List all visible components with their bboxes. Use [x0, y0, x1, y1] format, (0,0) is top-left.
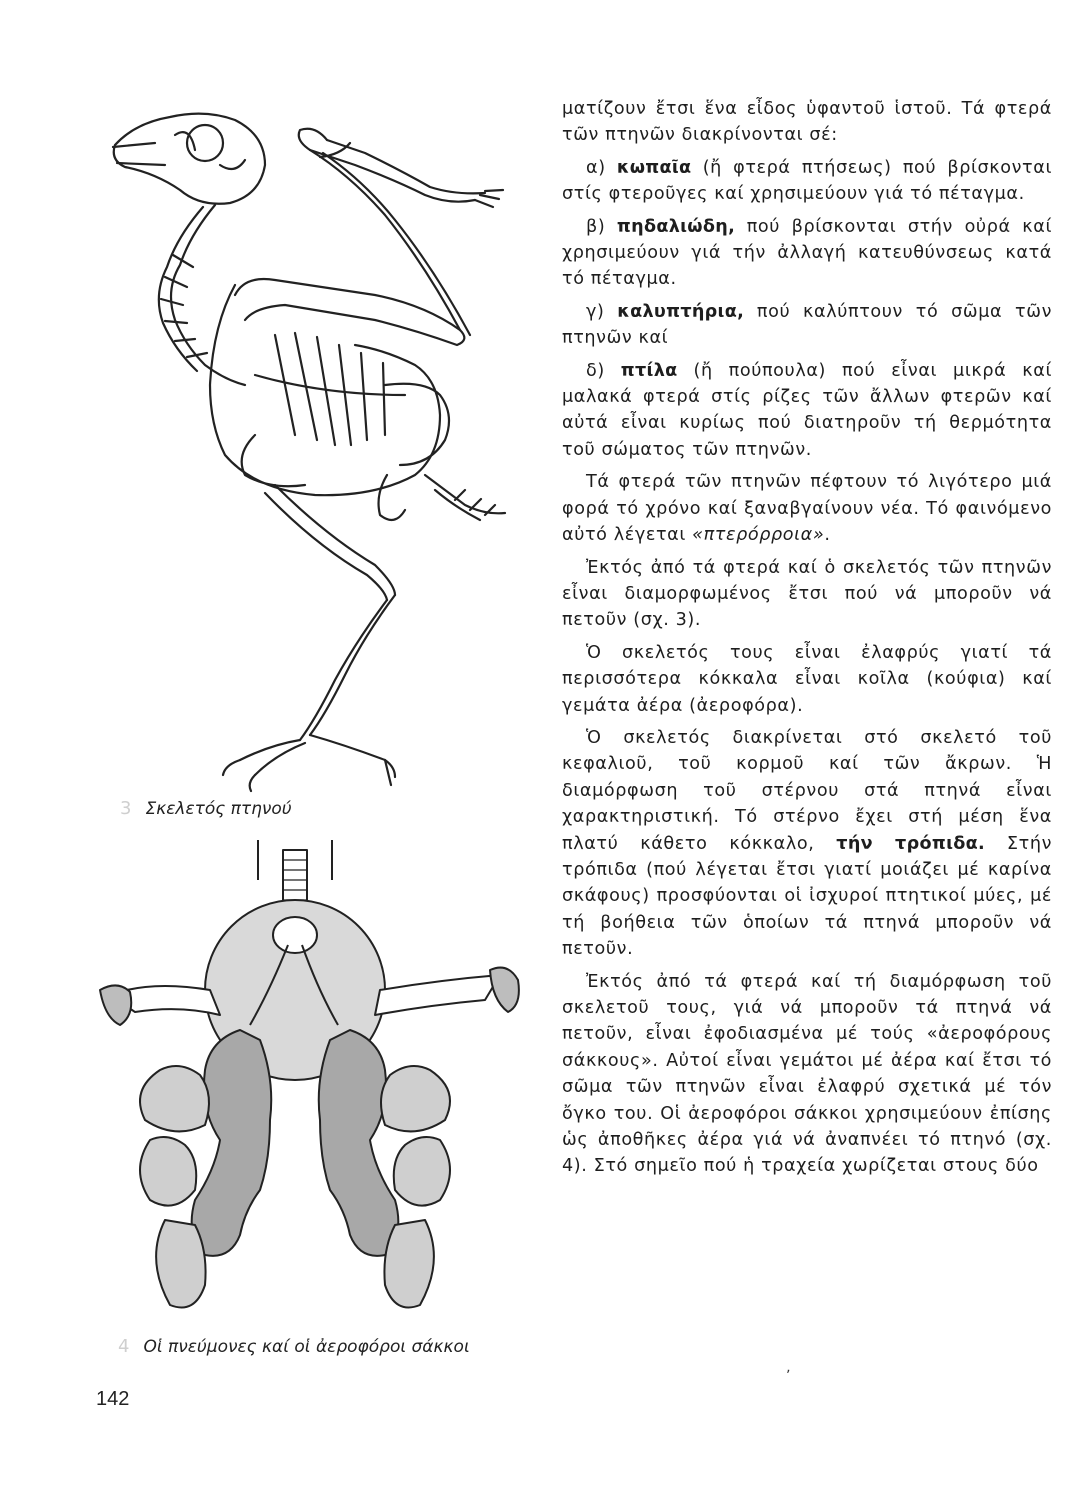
stray-mark: ʼ [786, 1368, 791, 1384]
paragraph-feather-type-c: γ) καλυπτήρια, πού καλύπτουν τό σῶμα τῶν πτηνῶν καί [562, 301, 1052, 349]
paragraph-feather-type-b: β) πηδαλιώδη, πού βρίσκονται στήν οὐρά καί χρησιμεύουν γιά τήν ἀλλαγή κατευθύνσεως κατά τό πέταγμα. [562, 216, 1052, 290]
bird-skeleton-figure [95, 95, 535, 795]
figure-4-caption-text: Οἱ πνεύμονες καί οἱ ἀεροφόροι σάκκοι [143, 1337, 470, 1357]
body-text-column [562, 96, 1052, 1186]
figure-3-number: 3 [120, 798, 132, 819]
figure-4-number: 4 [118, 1336, 130, 1357]
paragraph: ματίζουν ἔτσι ἕνα εἶδος ὑφαντοῦ ἱστοῦ. Τά φτερά τῶν πτηνῶν διακρίνονται σέ: [562, 99, 1052, 146]
paragraph-air-sacs: Ἐκτός ἀπό τά φτερά καί τή διαμόρφωση τοῦ σκελετοῦ τους, γιά νά μποροῦν τά πτηνά νά πετοῦν, εἶναι ἐφοδιασμένα μέ τούς «ἀεροφόρους σάκκους». Αὐτοί εἶναι γεμάτοι μέ ἀέρα καί ἔτσι τό σῶμα τῶν πτηνῶν εἶναι ἐλαφρύ σχετικά μέ τόν ὄγκο του. Οἱ ἀεροφόροι σάκκοι χρησιμεύουν ἐπίσης ὡς ἀποθῆκες ἀέρα γιά νά ἀναπνέει τό πτηνό (σχ. 4). Στό σημεῖο πού ἡ τραχεία χωρίζεται στους δύο [562, 971, 1052, 1177]
paragraph-keel: Ὁ σκελετός διακρίνεται στό σκελετό τοῦ κεφαλιοῦ, τοῦ κορμοῦ καί τῶν ἄκρων. Ἡ διαμόρφωση τοῦ στέρνου στά πτηνά εἶναι χαρακτηριστική. Τό στέρνο ἔχει στή μέση ἕνα πλατύ κάθετο κόκκαλο, τήν τρόπιδα. Στήν τρόπιδα (πού λέγεται ἔτσι γιατί μοιάζει μέ καρίνα σκάφους) προσφύονται οἱ ἰσχυροί πτητικοί μύες, μέ τή βοήθεια τῶν ὁποίων τά πτηνά μποροῦν νά πετοῦν. [562, 727, 1052, 960]
figure-4-caption [118, 1336, 470, 1357]
paragraph-feather-type-a: α) κωπαῖα (ἤ φτερά πτήσεως) πού βρίσκονται στίς φτεροῦγες καί χρησιμεύουν γιά τό πέταγμα. [562, 157, 1052, 205]
lungs-air-sacs-figure [90, 840, 540, 1320]
figure-3-caption [120, 798, 292, 819]
page-number: 142 [96, 1388, 130, 1410]
paragraph: Ἐκτός ἀπό τά φτερά καί ὁ σκελετός τῶν πτηνῶν εἶναι διαμορφωμένος ἔτσι πού νά μποροῦν νά πετοῦν (σχ. 3). [562, 557, 1052, 631]
paragraph: Ὁ σκελετός τους εἶναι ἐλαφρύς γιατί τά περισσότερα κόκκαλα εἶναι κοῖλα (κούφια) καί γεμάτα ἀέρα (ἀεροφόρα). [562, 642, 1052, 716]
figure-3-caption-text: Σκελετός πτηνού [145, 799, 292, 819]
paragraph-feather-type-d: δ) πτίλα (ἤ πούπουλα) πού εἶναι μικρά καί μαλακά φτερά στίς ρίζες τῶν ἄλλων φτερῶν καί αὐτά εἶναι κυρίως πού διατηροῦν τή θερμότητα τοῦ σώματος τῶν πτηνῶν. [562, 360, 1052, 460]
paragraph-molting: Τά φτερά τῶν πτηνῶν πέφτουν τό λιγότερο μιά φορά τό χρόνο καί ξαναβγαίνουν νέα. Τό φαινόμενο αὐτό λέγεται «πτερόρροια». [562, 472, 1052, 546]
